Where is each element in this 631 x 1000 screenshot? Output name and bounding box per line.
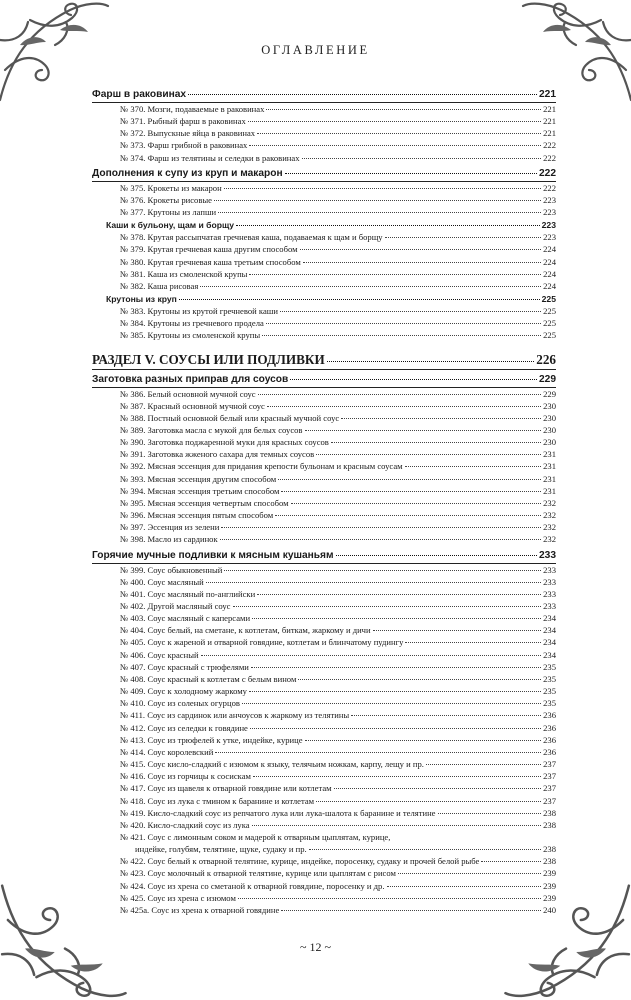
toc-entry-page: 236: [543, 710, 556, 721]
dot-leader: [266, 323, 541, 324]
dot-leader: [249, 691, 541, 692]
toc-entry[interactable]: [92, 734, 556, 746]
toc-entry-title: № 381. Каша из смоленской крупы: [120, 268, 248, 279]
toc-entry[interactable]: [92, 194, 556, 206]
toc-entry-title: № 390. Заготовка поджаренной муки для красных соусов: [120, 437, 329, 448]
dot-leader: [262, 335, 541, 336]
dot-leader: [281, 910, 541, 911]
toc-entry-page: 231: [543, 473, 556, 484]
toc-heading[interactable]: [92, 167, 556, 180]
toc-entry-title: № 423. Соус молочный к отварной телятине, курице или цыплятам с рисом: [120, 868, 396, 879]
toc-entry[interactable]: [92, 424, 556, 436]
toc-entry-page: 225: [543, 306, 556, 317]
toc-entry-page: 235: [543, 661, 556, 672]
toc-entry-page: 223: [543, 207, 556, 218]
toc-entry-title: № 385. Крутоны из смоленской крупы: [120, 330, 261, 341]
dot-leader: [305, 430, 542, 431]
toc-entry-page: 234: [543, 649, 556, 660]
toc-entry-page: 223: [543, 232, 556, 243]
dot-leader: [481, 861, 541, 862]
toc-entry[interactable]: [92, 206, 556, 218]
toc-entry-title: № 382. Каша рисовая: [120, 280, 199, 291]
toc-entry-page: 240: [543, 904, 556, 915]
toc-entry-title: Крутоны из круп: [106, 294, 177, 305]
toc-entry-page: 221: [539, 89, 556, 100]
toc-entry[interactable]: [92, 564, 556, 576]
toc-entry-title: № 392. Мясная эссенция для придания крепости бульонам и красным соусам: [120, 461, 403, 472]
dot-leader: [302, 158, 542, 159]
toc-section-heading[interactable]: [92, 351, 556, 368]
toc-entry[interactable]: [92, 600, 556, 612]
toc-entry-title: № 404. Соус белый, на сметане, к котлетам, биткам, жаркому и дичи: [120, 625, 371, 636]
toc-entry-title: № 384. Крутоны из гречневого продела: [120, 318, 264, 329]
toc-entry[interactable]: [92, 400, 556, 412]
toc-entry-title: № 380. Крутая гречневая каша третьим способом: [120, 256, 301, 267]
toc-entry[interactable]: [92, 256, 556, 268]
toc-entry[interactable]: [92, 412, 556, 424]
dot-leader: [249, 274, 541, 275]
toc-entry-page: 221: [543, 116, 556, 127]
toc-entry-title: № 407. Соус красный с трюфелями: [120, 661, 249, 672]
toc-entry-page: 232: [543, 534, 556, 545]
toc-entry-title: № 409. Соус к холодному жаркому: [120, 686, 247, 697]
toc-entry-title: № 402. Другой масляный соус: [120, 601, 231, 611]
toc-entry-title: № 400. Соус масляный: [120, 576, 204, 587]
toc-entry-page: 225: [541, 294, 556, 305]
dot-leader: [300, 249, 542, 250]
toc-entry-title: № 376. Крокеты рисовые: [120, 194, 212, 205]
toc-entry-title: № 418. Соус из лука с тмином к баранине и котлетам: [120, 795, 315, 806]
dot-leader: [201, 655, 542, 656]
toc-entry-page: 232: [543, 497, 556, 508]
toc-entry[interactable]: [92, 305, 556, 317]
dot-leader: [373, 630, 542, 631]
toc-entry-title: № 399. Соус обыкновенный: [120, 564, 223, 575]
toc-entry[interactable]: [92, 746, 556, 758]
toc-entry[interactable]: [92, 636, 556, 648]
toc-entry-title: № 417. Соус из щавеля к отварной говядине или котлетам: [120, 783, 332, 794]
toc-entry-title: № 372. Выпускные яйца в раковинах: [120, 128, 256, 139]
toc-entry-title: № 406. Соус красный: [120, 649, 199, 660]
toc-entry[interactable]: [92, 497, 556, 509]
toc-heading[interactable]: [92, 373, 556, 386]
toc-entry-page: 222: [543, 152, 556, 163]
dot-leader: [341, 418, 541, 419]
dot-leader: [309, 849, 541, 850]
toc-entry-title: № 408. Соус красный к котлетам с белым вином: [120, 673, 297, 684]
toc-entry[interactable]: [92, 509, 556, 521]
toc-entry[interactable]: [92, 533, 556, 545]
dot-leader: [248, 121, 541, 122]
toc-entry-title: № 387. Красный основной мучной соус: [120, 400, 265, 411]
toc-entry-page: 236: [543, 734, 556, 745]
toc-entry-page: 236: [543, 746, 556, 757]
table-of-contents: [92, 88, 556, 916]
dot-leader: [387, 886, 542, 887]
toc-entry[interactable]: [92, 588, 556, 600]
toc-entry-page: 232: [543, 510, 556, 521]
toc-entry[interactable]: [92, 473, 556, 485]
toc-entry-title: индейке, голубям, телятине, щуке, судаку и пр.: [135, 844, 307, 855]
toc-entry-page: 225: [543, 318, 556, 329]
toc-entry[interactable]: [92, 782, 556, 794]
toc-entry-title: № 395. Мясная эссенция четвертым способом: [120, 497, 289, 508]
dot-leader: [236, 225, 540, 226]
toc-entry-page: 234: [543, 625, 556, 636]
toc-entry-page: 239: [543, 880, 556, 891]
toc-entry-title: № 416. Соус из горчицы к сосискам: [120, 771, 251, 782]
dot-leader: [438, 813, 542, 814]
toc-entry[interactable]: [92, 317, 556, 329]
toc-entry-title: Каши к бульону, щам и борщу: [106, 220, 234, 231]
toc-entry-title: Фарш в раковинах: [92, 89, 187, 100]
toc-entry[interactable]: [92, 673, 556, 685]
dot-leader: [327, 361, 535, 362]
dot-leader: [290, 379, 537, 380]
dot-leader: [257, 133, 541, 134]
toc-entry-page: 226: [536, 351, 556, 367]
toc-entry[interactable]: [92, 709, 556, 721]
toc-entry-page: 225: [543, 330, 556, 341]
toc-entry-title: № 388. Постный основной белый или красный мучной соус: [120, 412, 340, 423]
toc-entry-page: 223: [541, 220, 556, 231]
dot-leader: [253, 776, 541, 777]
toc-entry-page: 238: [543, 819, 556, 830]
toc-entry[interactable]: [92, 329, 556, 341]
toc-entry-page: 233: [543, 601, 556, 611]
toc-entry-page: 237: [543, 759, 556, 770]
toc-entry-page: 230: [543, 400, 556, 411]
toc-entry-page: 234: [543, 613, 556, 624]
toc-entry-page: 235: [543, 686, 556, 697]
toc-entry[interactable]: [92, 819, 556, 831]
toc-entry[interactable]: [92, 904, 556, 916]
toc-entry[interactable]: [92, 880, 556, 892]
toc-entry[interactable]: [92, 807, 556, 819]
toc-entry-page: 221: [543, 104, 556, 114]
dot-leader: [278, 479, 541, 480]
dot-leader: [266, 109, 541, 110]
toc-entry-page: 237: [543, 795, 556, 806]
dot-leader: [224, 570, 541, 571]
toc-entry[interactable]: [92, 460, 556, 472]
toc-entry[interactable]: [92, 855, 556, 867]
dot-leader: [281, 491, 541, 492]
toc-subheading[interactable]: [92, 293, 556, 305]
toc-entry-title: № 420. Кисло-сладкий соус из лука: [120, 819, 250, 830]
toc-entry-page: 224: [543, 268, 556, 279]
toc-entry-page: 237: [543, 783, 556, 794]
dot-leader: [250, 728, 541, 729]
toc-entry[interactable]: [92, 892, 556, 904]
dot-leader: [218, 212, 541, 213]
toc-entry[interactable]: [92, 795, 556, 807]
toc-entry-page: 233: [543, 576, 556, 587]
toc-entry-page: 229: [543, 388, 556, 399]
toc-entry-title: № 410. Соус из соленых огурцов: [120, 698, 240, 709]
dot-leader: [305, 740, 542, 741]
toc-entry-title: № 373. Фарш грибной в раковинах: [120, 140, 248, 151]
toc-entry-page: 239: [543, 892, 556, 903]
page-number: ~ 12 ~: [300, 940, 331, 954]
dot-leader: [221, 527, 541, 528]
page-header-title: ОГЛАВЛЕНИЕ: [261, 43, 370, 57]
toc-entry[interactable]: [92, 624, 556, 636]
toc-entry-page: 229: [539, 373, 556, 385]
toc-entry-title: № 377. Крутоны из лапши: [120, 207, 217, 218]
toc-entry-title: № 391. Заготовка жженого сахара для темных соусов: [120, 449, 315, 460]
dot-leader: [233, 606, 542, 607]
dot-leader: [251, 667, 541, 668]
toc-entry-title: № 401. Соус масляный по-английски: [120, 588, 256, 599]
toc-entry-page: 231: [543, 461, 556, 472]
toc-entry[interactable]: [92, 436, 556, 448]
toc-heading[interactable]: [92, 88, 556, 101]
toc-entry[interactable]: [92, 770, 556, 782]
dot-leader: [280, 311, 541, 312]
toc-subheading[interactable]: [92, 219, 556, 231]
toc-entry-title: № 415. Соус кисло-сладкий с изюмом к языку, телячьим ножкам, карпу, лещу и пр.: [120, 759, 424, 770]
dot-leader: [252, 618, 541, 619]
toc-entry-page: 230: [543, 424, 556, 435]
toc-entry-page: 231: [543, 449, 556, 460]
heading-rule: [92, 369, 556, 370]
toc-entry-title: № 393. Мясная эссенция другим способом: [120, 473, 277, 484]
toc-entry-page: 223: [543, 194, 556, 205]
toc-entry-page: 224: [543, 256, 556, 267]
toc-entry-page: 221: [543, 128, 556, 139]
toc-entry-page: 222: [543, 140, 556, 151]
toc-entry-title: № 397. Эссенция из зелени: [120, 522, 220, 533]
dot-leader: [267, 406, 541, 407]
toc-entry[interactable]: [92, 612, 556, 624]
toc-entry[interactable]: [92, 268, 556, 280]
dot-leader: [316, 801, 541, 802]
toc-entry-title: Горячие мучные подливки к мясным кушаньям: [92, 549, 334, 561]
toc-entry[interactable]: [92, 182, 556, 194]
toc-entry[interactable]: [92, 649, 556, 661]
dot-leader: [385, 237, 542, 238]
toc-entry-title: № 412. Соус из селедки к говядине: [120, 722, 248, 733]
toc-entry-title: № 425а. Соус из хрена к отварной говядине: [120, 904, 280, 915]
toc-entry-title: № 371. Рыбный фарш в раковинах: [120, 116, 246, 127]
dot-leader: [224, 188, 541, 189]
dot-leader: [334, 788, 542, 789]
toc-entry-page: 233: [539, 549, 556, 561]
toc-entry-title: № 396. Мясная эссенция пятым способом: [120, 510, 274, 521]
toc-entry[interactable]: [92, 722, 556, 734]
dot-leader: [398, 873, 541, 874]
toc-entry-title: № 398. Масло из сардинок: [120, 534, 218, 545]
toc-entry-page: 222: [539, 167, 556, 179]
toc-entry-page: 235: [543, 698, 556, 709]
toc-entry-page: 233: [543, 588, 556, 599]
dot-leader: [206, 582, 541, 583]
toc-entry[interactable]: [92, 697, 556, 709]
toc-entry-title: РАЗДЕЛ V. СОУСЫ ИЛИ ПОДЛИВКИ: [92, 351, 325, 367]
toc-entry-line: № 421. Соус с лимонным соком и мадерой к отварным цыплятам, курице,: [120, 831, 391, 842]
toc-entry-page: 224: [543, 280, 556, 291]
dot-leader: [188, 94, 537, 95]
toc-entry-page: 230: [543, 412, 556, 423]
toc-entry-page: 236: [543, 722, 556, 733]
dot-leader: [257, 594, 541, 595]
toc-entry[interactable]: [92, 521, 556, 533]
dot-leader: [200, 286, 541, 287]
dot-leader: [331, 442, 541, 443]
toc-entry-page: 231: [543, 485, 556, 496]
dot-leader: [291, 503, 542, 504]
toc-entry[interactable]: [92, 576, 556, 588]
dot-leader: [215, 752, 541, 753]
toc-entry-title: № 419. Кисло-сладкий соус из репчатого лука или лука-шалота к баранине и телятине: [120, 807, 436, 818]
toc-entry-title: № 394. Мясная эссенция третьим способом: [120, 485, 280, 496]
dot-leader: [426, 764, 541, 765]
toc-entry[interactable]: [92, 103, 556, 115]
dot-leader: [242, 703, 541, 704]
dot-leader: [275, 515, 541, 516]
toc-entry-title: № 422. Соус белый к отварной телятине, курице, индейке, поросенку, судаку и прочей белой рыбе: [120, 856, 480, 867]
dot-leader: [220, 539, 541, 540]
toc-entry[interactable]: [92, 758, 556, 770]
toc-entry[interactable]: [92, 685, 556, 697]
toc-entry-title: Дополнения к супу из круп и макарон: [92, 167, 283, 179]
toc-entry-title: № 414. Соус королевский: [120, 746, 214, 757]
toc-entry[interactable]: [92, 139, 556, 151]
toc-entry[interactable]: [92, 115, 556, 127]
toc-entry[interactable]: [92, 280, 556, 292]
toc-entry-title: № 389. Заготовка масла с мукой для белых соусов: [120, 424, 303, 435]
toc-entry-title: Заготовка разных приправ для соусов: [92, 373, 289, 385]
toc-entry[interactable]: [92, 388, 556, 400]
toc-entry-page: 238: [543, 807, 556, 818]
toc-entry-page: 234: [543, 637, 556, 648]
toc-entry[interactable]: [92, 152, 556, 164]
dot-leader: [285, 173, 537, 174]
toc-entry-page: 239: [543, 868, 556, 879]
toc-entry[interactable]: [92, 867, 556, 879]
toc-entry-title: № 411. Соус из сардинок или анчоусов к жаркому из телятины: [120, 710, 350, 721]
toc-entry-title: № 424. Соус из хрена со сметаной к отварной говядине, поросенку и др.: [120, 880, 385, 891]
dot-leader: [238, 898, 541, 899]
dot-leader: [303, 262, 541, 263]
toc-entry[interactable]: [92, 485, 556, 497]
toc-entry-title: № 378. Крутая рассыпчатая гречневая каша, подаваемая к щам и борщу: [120, 232, 383, 243]
toc-entry-page: 237: [543, 771, 556, 782]
toc-entry-page: 232: [543, 522, 556, 533]
toc-entry-title: № 379. Крутая гречневая каша другим способом: [120, 244, 298, 255]
toc-entry-page: 238: [543, 856, 556, 867]
dot-leader: [179, 299, 540, 300]
toc-entry[interactable]: [92, 661, 556, 673]
toc-entry-title: № 383. Крутоны из крутой гречневой каши: [120, 306, 278, 317]
dot-leader: [405, 466, 542, 467]
toc-entry-title: № 413. Соус из трюфелей к утке, индейке, курице: [120, 734, 303, 745]
toc-entry[interactable]: [92, 843, 556, 855]
toc-entry-title: № 386. Белый основной мучной соус: [120, 388, 256, 399]
dot-leader: [214, 200, 541, 201]
toc-heading[interactable]: [92, 549, 556, 562]
toc-entry-page: 238: [543, 844, 556, 855]
dot-leader: [252, 825, 542, 826]
toc-entry-title: № 375. Крокеты из макарон: [120, 182, 222, 193]
toc-entry-title: № 405. Соус к жареной и отварной говядине, котлетам и блинчатому пудингу: [120, 637, 404, 648]
toc-entry[interactable]: [92, 127, 556, 139]
toc-entry-page: 235: [543, 673, 556, 684]
toc-entry[interactable]: [92, 448, 556, 460]
dot-leader: [336, 555, 537, 556]
toc-entry-title: № 425. Соус из хрена с изюмом: [120, 892, 236, 903]
dot-leader: [258, 394, 541, 395]
dot-leader: [351, 715, 541, 716]
dot-leader: [249, 145, 541, 146]
toc-entry[interactable]: [92, 243, 556, 255]
toc-entry-page: 222: [543, 182, 556, 193]
dot-leader: [298, 679, 541, 680]
toc-entry-title: № 403. Соус масляный с каперсами: [120, 613, 251, 624]
toc-entry[interactable]: [92, 231, 556, 243]
toc-entry-page: 224: [543, 244, 556, 255]
dot-leader: [316, 454, 541, 455]
toc-entry-title: № 374. Фарш из телятины и селедки в раковинах: [120, 152, 300, 163]
toc-entry-title: № 370. Мозги, подаваемые в раковинах: [120, 104, 265, 114]
toc-entry-page: 230: [543, 437, 556, 448]
toc-entry-page: 233: [543, 564, 556, 575]
dot-leader: [405, 642, 541, 643]
